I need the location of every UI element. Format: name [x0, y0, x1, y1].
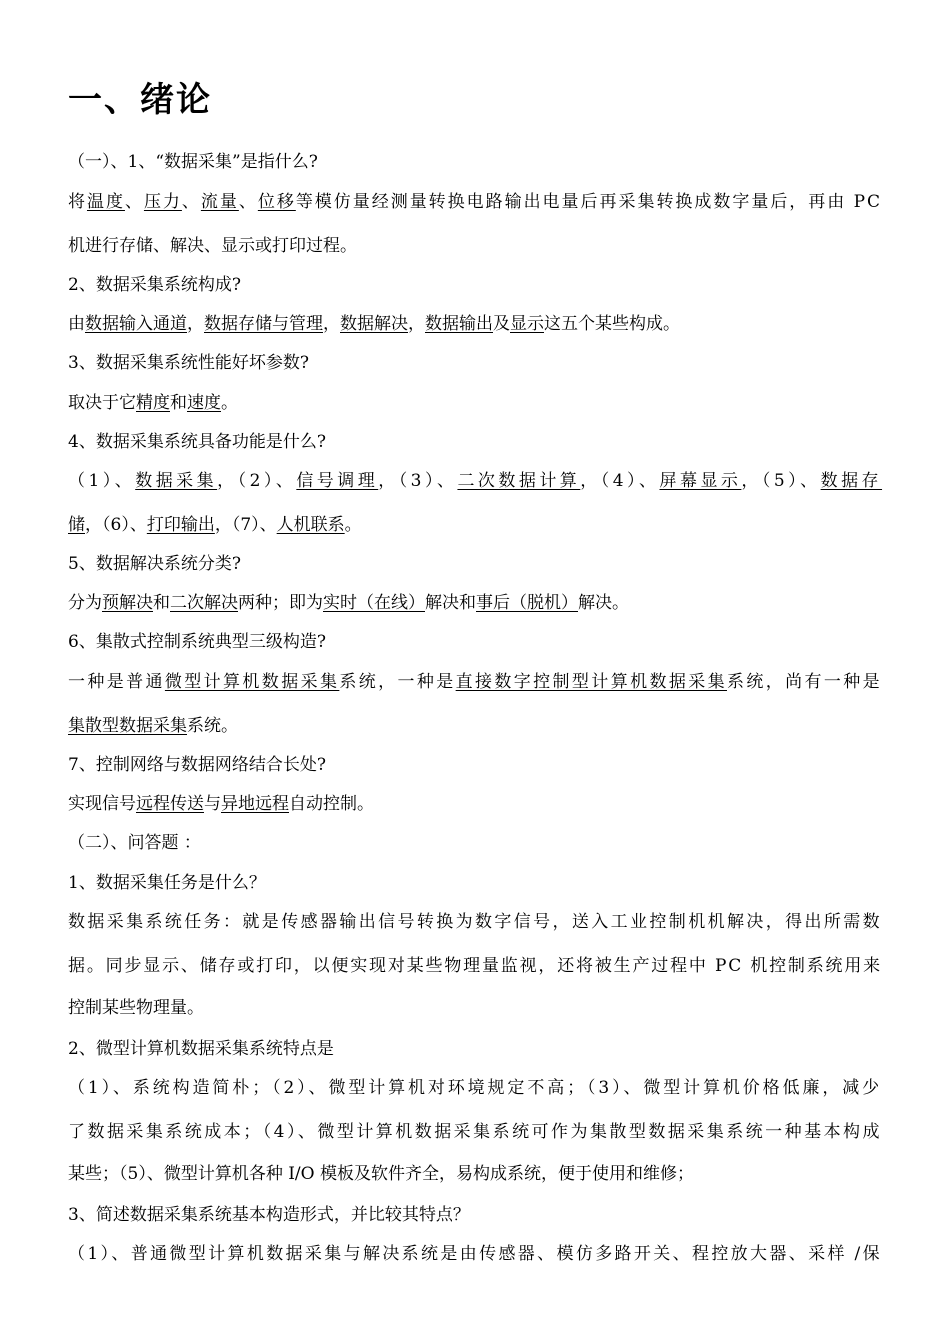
text-segment: 控制某些物理量。	[68, 998, 204, 1018]
underlined-term: 人机联系	[276, 515, 345, 535]
text-line	[68, 792, 374, 816]
text-line	[68, 234, 357, 258]
text-segment: 了数据采集系统成本；（4）、微型计算机数据采集系统可作为集散型数据采集系统一种基本构成	[68, 1122, 882, 1142]
text-segment: （一）、1、“数据采集”是指什么?	[68, 152, 318, 172]
text-segment: ，（5）、	[741, 471, 821, 491]
text-line	[68, 1162, 694, 1186]
underlined-term: 储	[68, 515, 85, 535]
text-line	[68, 1076, 882, 1100]
text-segment: （1）、	[68, 471, 136, 491]
underlined-term: 精度	[136, 393, 170, 413]
text-segment: 分为	[68, 593, 102, 613]
text-segment: 解决和	[425, 593, 476, 613]
underlined-term: 实时（在线）	[323, 593, 425, 613]
text-line	[68, 591, 629, 615]
text-line	[68, 513, 362, 537]
text-segment: ，（6）、	[85, 515, 147, 535]
chapter-title: 一、绪论	[68, 80, 212, 120]
text-segment: 7、控制网络与数据网络结合长处?	[68, 755, 326, 775]
text-segment: 1、数据采集任务是什么？	[68, 873, 266, 893]
underlined-term: 位移	[257, 192, 296, 212]
underlined-term: 打印输出	[146, 515, 215, 535]
text-segment: 实现信号	[68, 794, 136, 814]
text-segment: 两种；即为	[238, 593, 323, 613]
text-segment: 等模仿量经测量转换电路输出电量后再采集转换成数字量后，再由 PC	[295, 192, 883, 212]
text-line	[68, 910, 882, 934]
text-segment: 系统，尚有一种是	[726, 672, 883, 692]
text-line	[68, 430, 326, 454]
text-line	[68, 954, 882, 978]
text-line	[68, 753, 326, 777]
underlined-term: 异地远程	[221, 794, 289, 814]
underlined-term: 二次数据计算	[457, 471, 581, 491]
text-segment: 2、数据采集系统构成?	[68, 275, 241, 295]
text-line	[68, 831, 201, 855]
underlined-term: 温度	[86, 192, 125, 212]
underlined-term: 数据输出	[425, 314, 493, 334]
text-segment: 、	[181, 192, 201, 212]
text-line	[68, 1203, 470, 1227]
text-segment: ，	[408, 314, 425, 334]
text-line	[68, 714, 238, 738]
text-segment: 这五个某些构成。	[544, 314, 680, 334]
text-line	[68, 273, 241, 297]
text-line	[68, 871, 266, 895]
text-segment: 。	[344, 515, 362, 535]
text-segment: 和	[170, 393, 187, 413]
text-segment: 系统，一种是	[339, 672, 456, 692]
text-segment: 系统。	[187, 716, 238, 736]
text-segment: 某些；（5）、微型计算机各种 I/O 模板及软件齐全，易构成系统，便于使用和维修；	[68, 1164, 695, 1184]
text-segment: 由	[68, 314, 85, 334]
underlined-term: 屏幕显示	[659, 471, 742, 491]
underlined-term: 集散型数据采集	[68, 716, 187, 736]
underlined-term: 压力	[143, 192, 182, 212]
text-segment: 3、数据采集系统性能好坏参数?	[68, 353, 309, 373]
text-segment: ，	[323, 314, 340, 334]
underlined-term: 数据存	[820, 471, 883, 491]
text-segment: （二）、问答题 ：	[68, 833, 201, 853]
text-segment: （1）、系统构造简朴；（2）、微型计算机对环境规定不高；（3）、微型计算机价格低廉，减少	[68, 1078, 882, 1098]
text-segment: 4、数据采集系统具备功能是什么?	[68, 432, 326, 452]
text-segment: 5、数据解决系统分类?	[68, 554, 241, 574]
text-segment: 、	[124, 192, 144, 212]
text-line	[68, 391, 238, 415]
text-segment: （1）、普通微型计算机数据采集与解决系统是由传感器、模仿多路开关、程控放大器、采样 /保	[68, 1244, 882, 1264]
text-segment: 解决。	[578, 593, 629, 613]
text-line	[68, 996, 204, 1020]
text-line	[68, 1242, 882, 1266]
underlined-term: 微型计算机数据采集	[164, 672, 340, 692]
underlined-term: 显示	[510, 314, 544, 334]
text-segment: 6、集散式控制系统典型三级构造?	[68, 632, 326, 652]
text-segment: ，	[187, 314, 204, 334]
underlined-term: 流量	[200, 192, 239, 212]
text-segment: 一种是普通	[68, 672, 165, 692]
text-line	[68, 150, 318, 174]
underlined-term: 数据输入通道	[85, 314, 187, 334]
underlined-term: 二次解决	[170, 593, 238, 613]
text-segment: 自动控制。	[289, 794, 374, 814]
text-line	[68, 630, 326, 654]
text-segment: 2、微型计算机数据采集系统特点是	[68, 1039, 334, 1059]
text-line	[68, 351, 309, 375]
text-segment: 3、简述数据采集系统基本构造形式，并比较其特点？	[68, 1205, 470, 1225]
text-segment: 、	[238, 192, 258, 212]
underlined-term: 预解决	[102, 593, 153, 613]
underlined-term: 数据解决	[340, 314, 408, 334]
text-segment: 及	[493, 314, 510, 334]
underlined-term: 数据存储与管理	[204, 314, 323, 334]
text-line	[68, 552, 241, 576]
text-segment: ，（3）、	[378, 471, 458, 491]
underlined-term: 数据采集	[135, 471, 218, 491]
text-segment: 。	[221, 393, 238, 413]
text-segment: 将	[68, 192, 87, 212]
text-line	[68, 670, 882, 694]
text-segment: 取决于它	[68, 393, 136, 413]
text-segment: 据。同步显示、储存或打印，以便实现对某些物理量监视，还将被生产过程中 PC 机控制系统用来	[68, 956, 882, 976]
text-line	[68, 190, 882, 214]
text-line	[68, 469, 882, 493]
underlined-term: 信号调理	[296, 471, 379, 491]
text-line	[68, 312, 680, 336]
text-line	[68, 1120, 882, 1144]
underlined-term: 速度	[187, 393, 221, 413]
underlined-term: 远程传送	[136, 794, 204, 814]
underlined-term: 直接数字控制型计算机数据采集	[455, 672, 727, 692]
text-line	[68, 1037, 334, 1061]
text-segment: ，（4）、	[580, 471, 660, 491]
text-segment: ，（2）、	[217, 471, 297, 491]
text-segment: 与	[204, 794, 221, 814]
text-segment: ，（7）、	[214, 515, 277, 535]
text-segment: 机进行存储、解决、显示或打印过程。	[68, 236, 357, 256]
text-segment: 数据采集系统任务：就是传感器输出信号转换为数字信号，送入工业控制机机解决，得出所需数	[68, 912, 882, 932]
text-segment: 和	[153, 593, 170, 613]
underlined-term: 事后（脱机）	[476, 593, 578, 613]
